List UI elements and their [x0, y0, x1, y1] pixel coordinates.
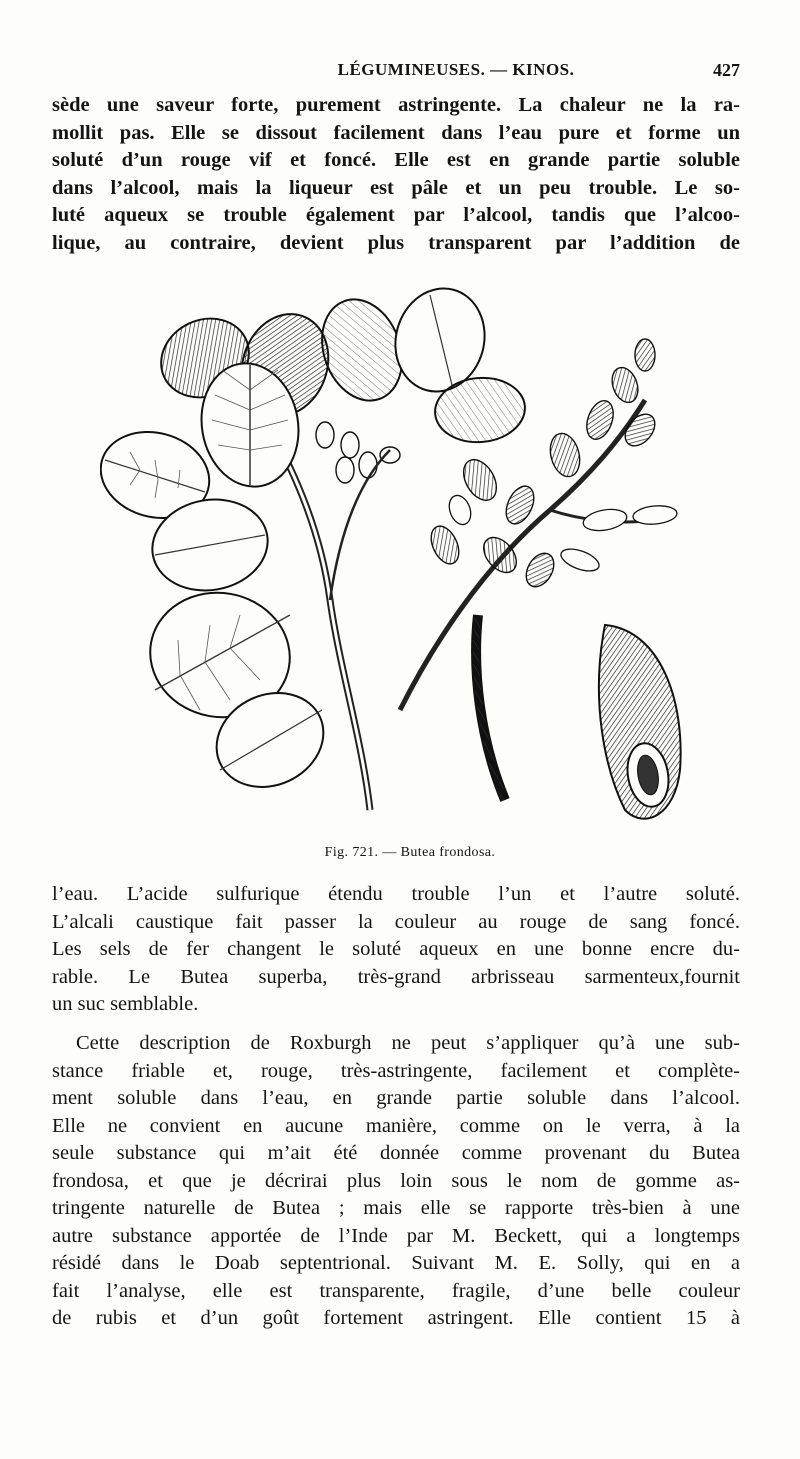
- text-line: lique, au contraire, devient plus transparent par l’addition de: [52, 231, 740, 254]
- page-number: 427: [713, 60, 740, 80]
- text-line: frondosa, et que je décrirai plus loin sous le nom de gomme as-: [52, 1169, 740, 1192]
- seed-pod: [599, 625, 681, 819]
- text-line: sède une saveur forte, purement astringente. La chaleur ne la ra-: [52, 94, 740, 116]
- paragraph-top: [52, 92, 740, 257]
- text-line: ment soluble dans l’eau, en grande partie soluble dans l’alcool.: [52, 1087, 740, 1109]
- figure-dash: —: [382, 845, 397, 860]
- text-line: de rubis et d’un goût fortement astringent. Elle contient 15 à: [52, 1307, 740, 1329]
- text-line: rable. Le Butea superba, très-grand arbrisseau sarmenteux,fournit: [52, 965, 740, 988]
- butea-frondosa-engraving: [100, 270, 720, 830]
- figure-label: Fig. 721.: [324, 845, 379, 860]
- text-line: seule substance qui m’ait été donnée comme provenant du Butea: [52, 1142, 740, 1164]
- figure-name: Butea frondosa.: [400, 845, 496, 860]
- text-line: luté aqueux se trouble également par l’alcool, tandis que l’alcoo-: [52, 204, 740, 226]
- text-line: Cette description de Roxburgh ne peut s’appliquer qu’à une sub-: [76, 1032, 740, 1054]
- text-line: l’eau. L’acide sulfurique étendu trouble l’un et l’autre soluté.: [52, 883, 740, 905]
- paragraph-middle: [52, 881, 740, 1019]
- text-line: un suc semblable.: [52, 993, 199, 1015]
- text-line: résidé dans le Doab septentrional. Suivant M. E. Solly, qui en a: [52, 1252, 740, 1274]
- paragraph-bottom: [52, 1030, 740, 1333]
- text-line: soluté d’un rouge vif et foncé. Elle est en grande partie soluble: [52, 149, 740, 171]
- text-line: stance friable et, rouge, très-astringente, facilement et complète-: [52, 1059, 740, 1082]
- text-line: mollit pas. Elle se dissout facilement dans l’eau pure et forme un: [52, 121, 740, 144]
- text-line: Elle ne convient en aucune manière, comme on le verra, à la: [52, 1114, 740, 1137]
- running-title: LÉGUMINEUSES. — KINOS.: [337, 60, 575, 79]
- text-line: L’alcali caustique fait passer la couleur au rouge de sang foncé.: [52, 910, 740, 933]
- text-line: fait l’analyse, elle est transparente, fragile, d’une belle couleur: [52, 1279, 740, 1302]
- page-header: [52, 60, 740, 84]
- figure-caption: [0, 845, 800, 861]
- text-line: dans l’alcool, mais la liqueur est pâle et un peu trouble. Le so-: [52, 176, 740, 199]
- text-line: tringente naturelle de Butea ; mais elle se rapporte très-bien à une: [52, 1197, 740, 1219]
- text-line: Les sels de fer changent le soluté aqueux en une bonne encre du-: [52, 938, 740, 960]
- text-line: autre substance apportée de l’Inde par M. Beckett, qui a longtemps: [52, 1224, 740, 1247]
- botanical-illustration: [100, 270, 720, 830]
